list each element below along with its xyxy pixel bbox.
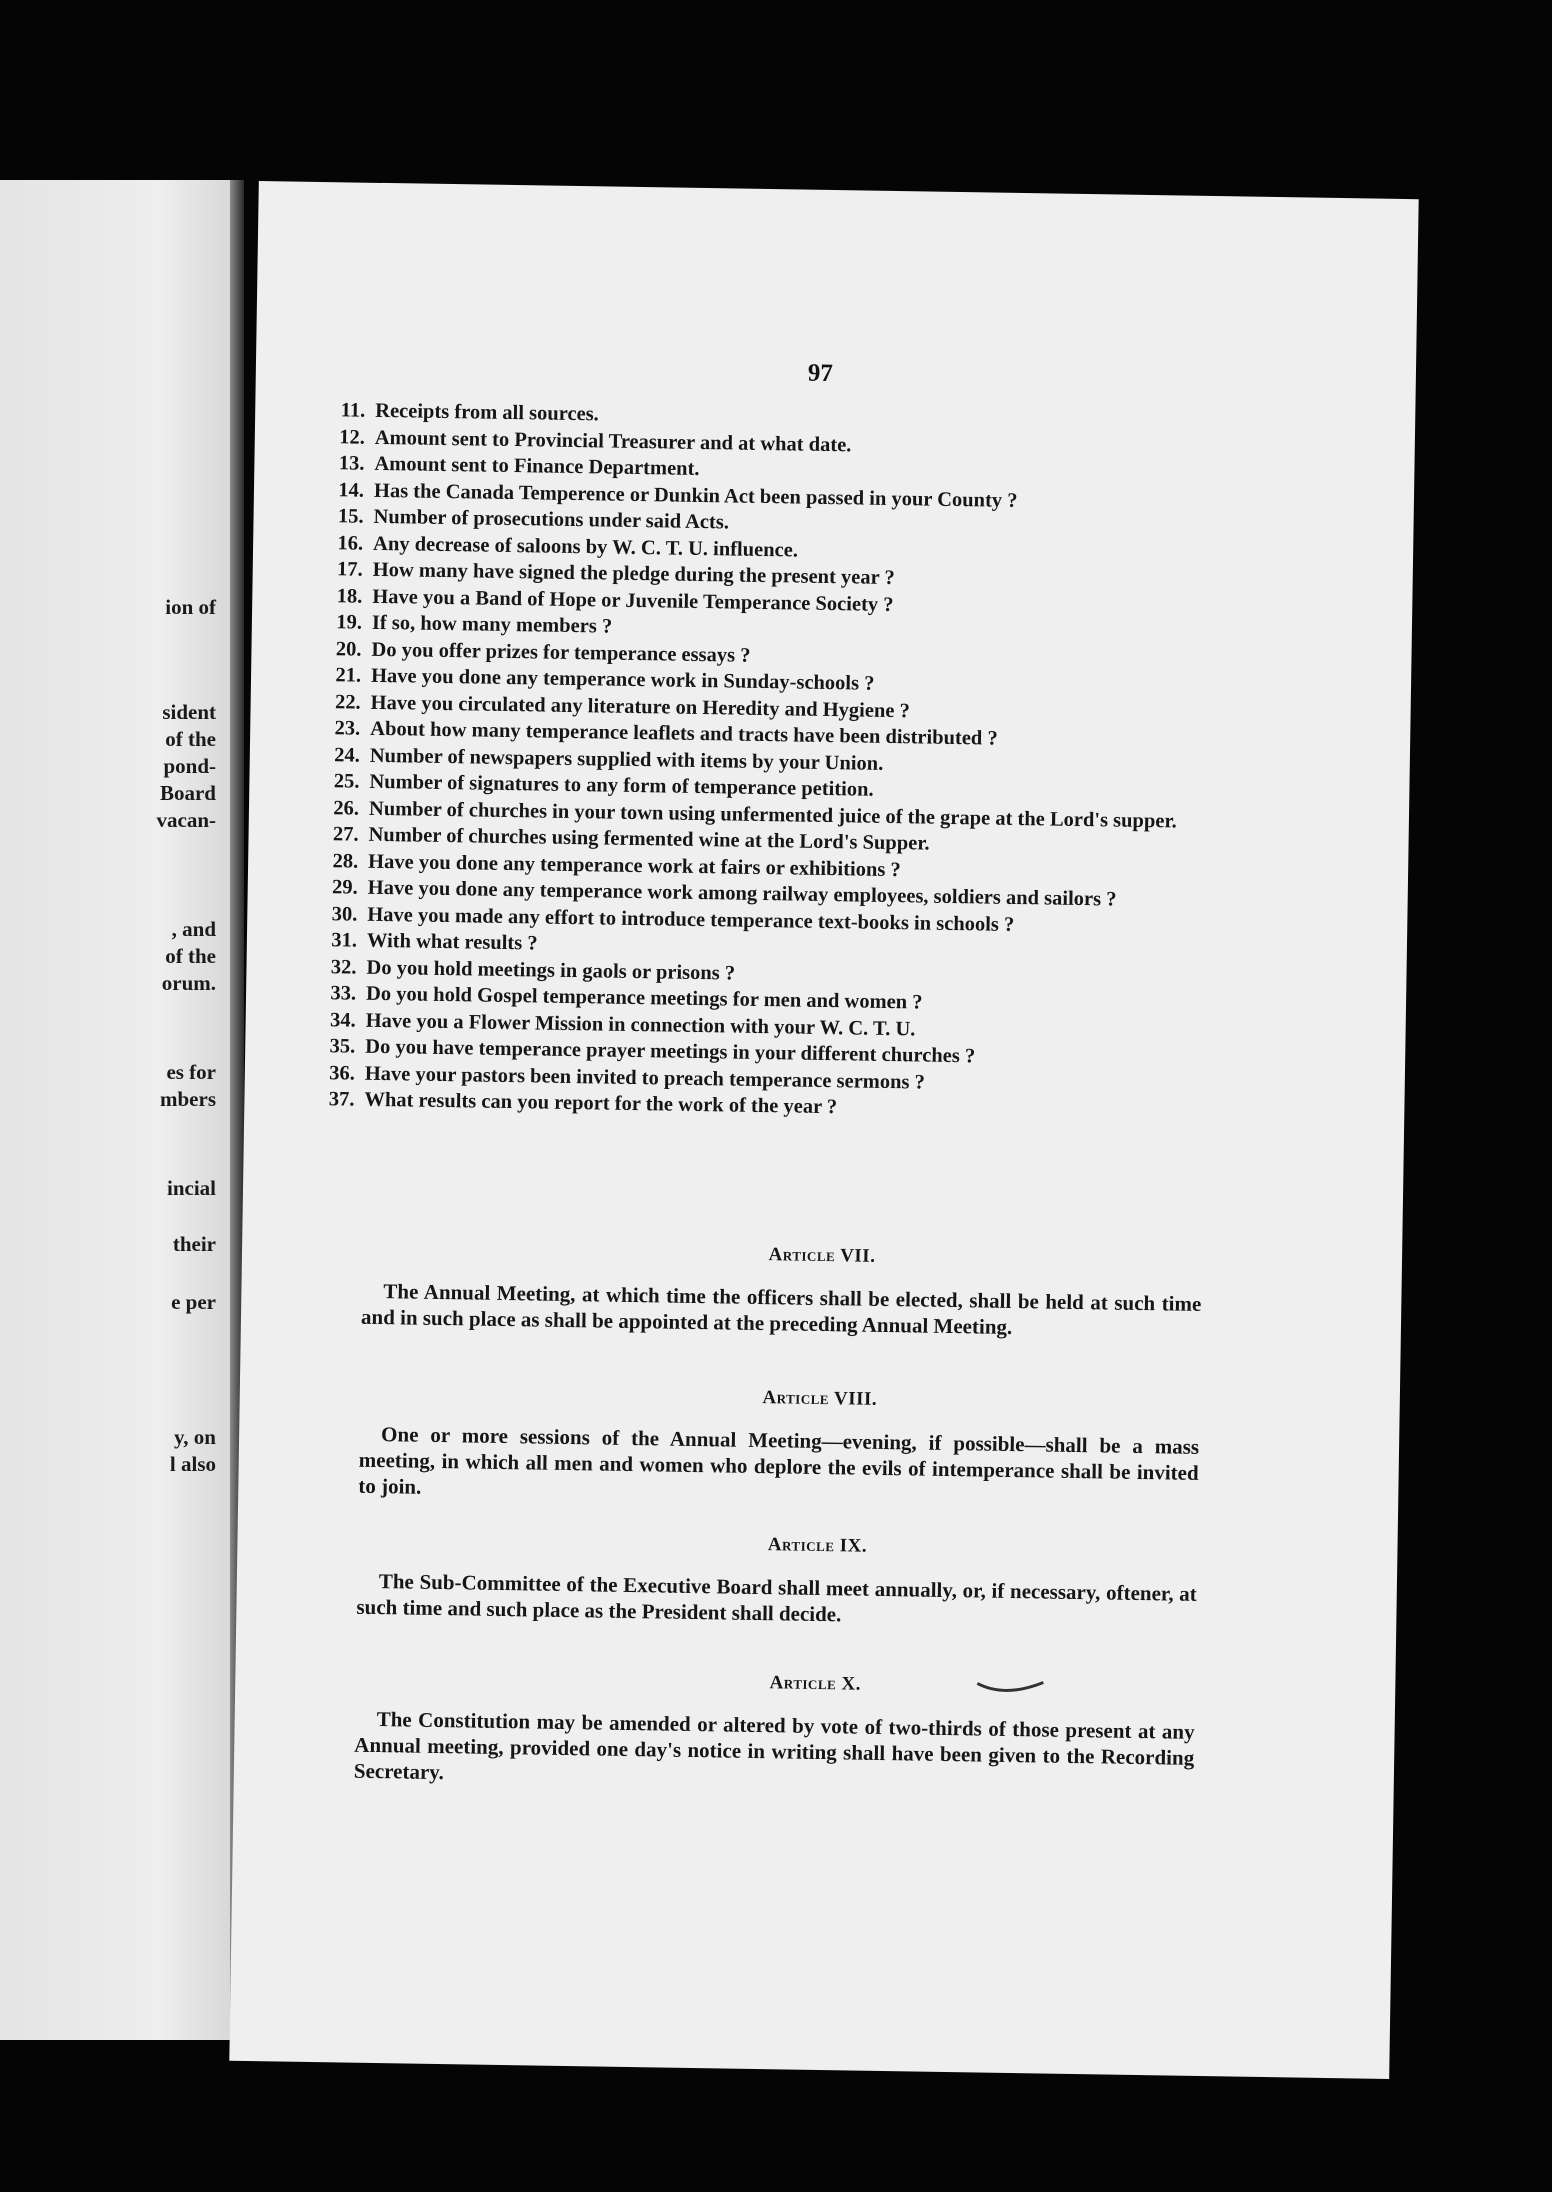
question-number: 31. xyxy=(331,929,358,952)
question-number: 18. xyxy=(336,584,363,608)
question-text: If so, how many members ? xyxy=(371,611,613,638)
left-page-fragment: their xyxy=(172,1232,216,1256)
question-text: Have you circulated any literature on Heredity and Hygiene ? xyxy=(370,691,911,722)
left-page-fragment: l also xyxy=(169,1452,216,1476)
question-text: Do you hold meetings in gaols or prisons ? xyxy=(366,956,736,985)
question-number: 11. xyxy=(340,399,366,422)
left-page-fragment: pond- xyxy=(163,754,216,778)
question-number: 33. xyxy=(330,982,357,1005)
question-number: 13. xyxy=(338,452,365,475)
main-page xyxy=(229,181,1418,2079)
question-number: 27. xyxy=(332,823,359,846)
question-number: 16. xyxy=(337,531,364,555)
question-text: Has the Canada Temperence or Dunkin Act been passed in your County ? xyxy=(373,479,1018,512)
question-text: Amount sent to Provincial Treasurer and at what date. xyxy=(374,426,852,456)
article-heading: Article VII. xyxy=(768,1244,876,1267)
question-text: Do you hold Gospel temperance meetings for men and women ? xyxy=(365,982,923,1014)
question-number: 19. xyxy=(336,611,363,634)
left-page-fragment: orum. xyxy=(161,971,216,995)
question-text: Number of churches in your town using unfermented juice of the grape at the Lord's supper. xyxy=(368,797,1177,833)
question-number: 28. xyxy=(332,849,359,873)
article-body: One or more sessions of the Annual Meeting—evening, if possible—shall be a mass meeting, in which all men and women who deplore the evils of intemperance shall be invited to join. xyxy=(358,1422,1200,1499)
question-number: 37. xyxy=(328,1088,355,1111)
question-text: Have you made any effort to introduce temperance text-books in schools ? xyxy=(367,903,1015,936)
question-text: Have you done any temperance work among railway employees, soldiers and sailors ? xyxy=(367,876,1117,911)
question-number: 29. xyxy=(331,876,358,899)
question-number: 12. xyxy=(339,425,365,449)
question-number: 34. xyxy=(329,1008,356,1032)
left-page-fragment: sident xyxy=(162,700,216,724)
question-text: Amount sent to Finance Department. xyxy=(374,452,700,480)
left-page-fragment: y, on xyxy=(173,1425,216,1449)
question-number: 32. xyxy=(330,955,357,979)
question-number: 21. xyxy=(335,664,362,687)
article-body: The Annual Meeting, at which time the officers shall be elected, shall be held at such time and in such place as shall be appointed at the preceding Annual Meeting. xyxy=(360,1279,1202,1339)
left-page-fragment: e per xyxy=(171,1290,216,1314)
article-body: The Constitution may be amended or altered by vote of two-thirds of those present at any Annual meeting, provided one day's notice in writing shall have been given to the Recording Secretary. xyxy=(353,1707,1195,1785)
question-text: Number of signatures to any form of temperance petition. xyxy=(369,770,874,801)
question-text: About how many temperance leaflets and tracts have been distributed ? xyxy=(370,717,998,750)
question-text: Have you a Flower Mission in connection with your W. C. T. U. xyxy=(365,1009,916,1040)
question-text: Have you a Band of Hope or Juvenile Temperance Society ? xyxy=(372,585,894,616)
question-text: Number of churches using fermented wine at the Lord's Supper. xyxy=(368,823,930,855)
question-text: With what results ? xyxy=(366,929,538,955)
question-number: 26. xyxy=(333,796,360,820)
question-text: Have you done any temperance work at fairs or exhibitions ? xyxy=(367,850,901,881)
question-text: What results can you report for the work of the year ? xyxy=(364,1088,838,1119)
question-number: 24. xyxy=(334,743,361,767)
question-text: Do you have temperance prayer meetings in your different churches ? xyxy=(365,1035,976,1068)
question-text: Receipts from all sources. xyxy=(375,399,599,426)
question-text: Have your pastors been invited to preach temperance sermons ? xyxy=(364,1062,926,1094)
question-number: 36. xyxy=(329,1061,356,1085)
left-page-fragment: mbers xyxy=(160,1087,216,1111)
left-page-fragment: , and xyxy=(171,917,216,941)
question-text: Number of newspapers supplied with items by your Union. xyxy=(369,744,884,775)
question-text: Any decrease of saloons by W. C. T. U. influence. xyxy=(372,532,799,562)
left-page-fragment: ion of xyxy=(165,595,216,619)
question-number: 22. xyxy=(334,690,361,714)
article-heading: Article IX. xyxy=(767,1534,868,1557)
question-number: 25. xyxy=(333,770,360,793)
question-list xyxy=(304,397,1395,1129)
ink-mark xyxy=(975,1677,1045,1696)
left-page-fragment: of the xyxy=(165,944,216,968)
question-number: 20. xyxy=(335,637,362,661)
page-number: 97 xyxy=(807,359,834,388)
question-text: Do you offer prizes for temperance essays ? xyxy=(371,638,751,667)
article-heading: Article X. xyxy=(769,1672,862,1695)
left-page-fragment: Board xyxy=(159,781,216,805)
question-text: How many have signed the pledge during the present year ? xyxy=(372,558,895,590)
question-text: Number of prosecutions under said Acts. xyxy=(373,505,730,534)
left-page xyxy=(0,180,230,2040)
article-heading: Article VIII. xyxy=(762,1387,878,1410)
question-number: 23. xyxy=(334,717,361,740)
question-number: 30. xyxy=(331,902,358,926)
question-number: 14. xyxy=(338,478,365,502)
question-number: 15. xyxy=(337,505,364,528)
question-number: 35. xyxy=(329,1035,356,1058)
question-text: Have you done any temperance work in Sunday-schools ? xyxy=(370,664,875,695)
article-body: The Sub-Committee of the Executive Board shall meet annually, or, if necessary, oftener, at such time and such place as the President shall decide. xyxy=(356,1569,1197,1627)
question-number: 17. xyxy=(336,558,363,581)
left-page-fragment: vacan- xyxy=(156,808,216,832)
left-page-fragment: es for xyxy=(166,1060,216,1084)
left-page-fragment: of the xyxy=(165,727,216,751)
left-page-fragment: incial xyxy=(166,1176,216,1200)
